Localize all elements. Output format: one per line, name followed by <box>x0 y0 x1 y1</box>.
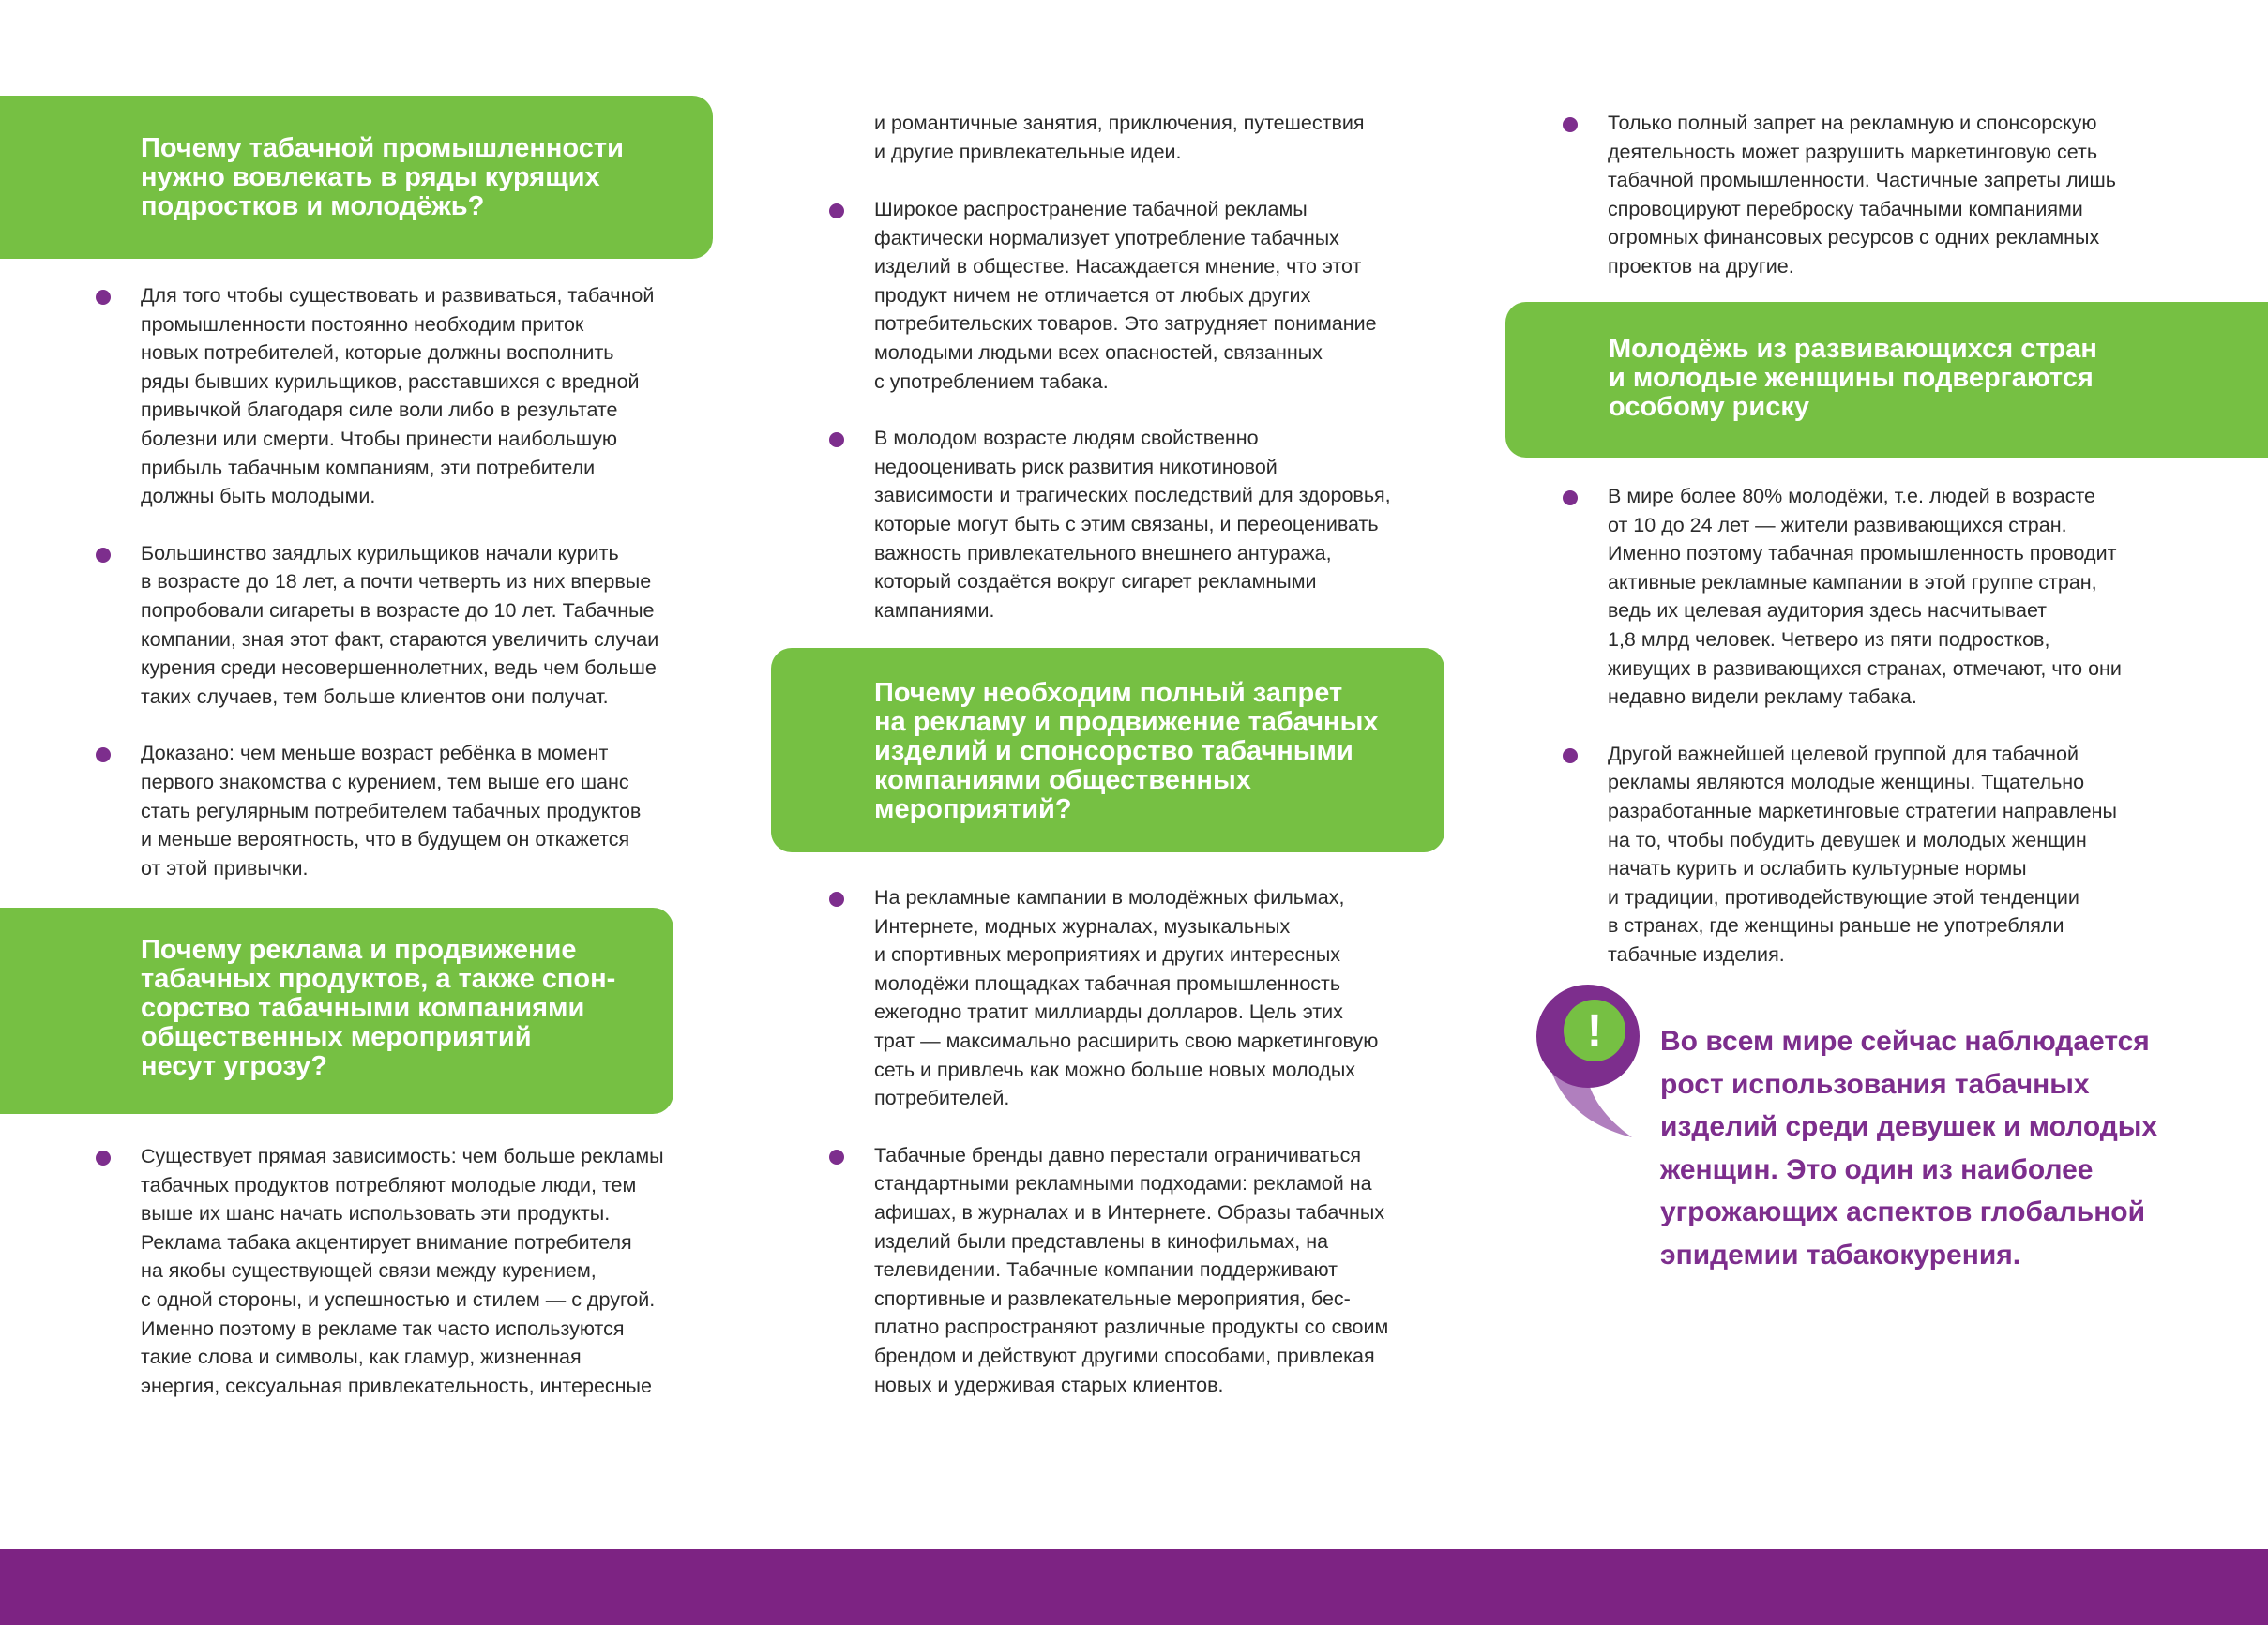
text-line: Для того чтобы существовать и развиваться, табачной <box>141 284 655 307</box>
text-line: продукт ничем не отличается от любых других <box>874 283 1311 307</box>
quote-line: рост использования табачных <box>1660 1068 2090 1100</box>
text-line: табачных продуктов потребляют молодые люди, тем <box>141 1173 637 1196</box>
text-line: новых и удерживая старых клиентов. <box>874 1373 1224 1396</box>
list-item <box>1608 740 2122 970</box>
bullet-dot <box>96 747 111 762</box>
text-line: и традиции, противодействующие этой тенденции <box>1608 885 2079 909</box>
list-item <box>141 739 658 882</box>
text-line: такие слова и символы, как гламур, жизненная <box>141 1346 582 1369</box>
quote-line: женщин. Это один из наиболее <box>1660 1153 2094 1185</box>
list-item <box>141 281 658 511</box>
exclamation-glyph: ! <box>1587 1006 1602 1056</box>
text-line: деятельность может разрушить маркетинговую сеть <box>1608 140 2098 163</box>
heading-line: особому риску <box>1609 392 1809 422</box>
text-line: Доказано: чем меньше возраст ребёнка в момент <box>141 742 609 765</box>
text-line: Существует прямая зависимость: чем больше рекламы <box>141 1145 664 1167</box>
heading-box-why-ads <box>0 908 673 1114</box>
quote-line: изделий среди девушек и молодых <box>1660 1111 2158 1142</box>
bullet-dot <box>829 1150 844 1165</box>
text-line: спровоцируют переброску табачными компаниями <box>1608 197 2083 220</box>
text-line: на то, чтобы побудить девушек и молодых женщин <box>1608 828 2087 851</box>
list-item <box>141 539 658 712</box>
text-line: табачной промышленности. Частичные запреты лишь <box>1608 169 2116 192</box>
pull-quote <box>1660 1020 2223 1276</box>
text-line: ежегодно тратит миллиарды долларов. Цель этих <box>874 1001 1343 1024</box>
text-line: молодыми людьми всех опасностей, связанных <box>874 340 1323 364</box>
text-line: молодёжи площадках табачная промышленность <box>874 971 1341 995</box>
text-line: начать курить и ослабить культурные нормы <box>1608 857 2027 880</box>
bullet-dot <box>96 290 111 305</box>
list-item <box>874 1141 1388 1399</box>
heading-line: Почему табачной промышленности <box>141 133 624 163</box>
text-line: брендом и действуют другими способами, привлекая <box>874 1344 1375 1367</box>
text-line: которые могут быть с этим связаны, и переоценивать <box>874 512 1379 535</box>
text-line: и меньше вероятность, что в будущем он откажется <box>141 828 630 851</box>
text-line: на якобы существующей связи между курением, <box>141 1259 597 1283</box>
text-line: рекламы являются молодые женщины. Тщательно <box>1608 771 2085 794</box>
bullet-dot <box>1563 748 1578 763</box>
text-line: Только полный запрет на рекламную и спонсорскую <box>1608 112 2097 134</box>
bullet-list-risk-groups <box>1608 482 2122 970</box>
heading-line: компаниями общественных <box>874 765 1251 795</box>
text-line: афишах, в журналах и в Интернете. Образы табачных <box>874 1200 1385 1224</box>
text-line: потребителей. <box>874 1087 1010 1110</box>
text-line: и другие привлекательные идеи. <box>874 140 1182 163</box>
quote-line: Во всем мире сейчас наблюдается <box>1660 1026 2150 1057</box>
text-line: В молодом возрасте людям свойственно <box>874 427 1259 450</box>
text-line: Большинство заядлых курильщиков начали курить <box>141 541 619 564</box>
heading-box-full-ban <box>771 648 1444 852</box>
list-item <box>874 883 1388 1113</box>
continued-paragraph <box>874 109 1365 166</box>
text-line: в возрасте до 18 лет, а почти четверть из них впервые <box>141 570 652 594</box>
text-line: трат — максимально расширить свою маркетинговую <box>874 1029 1379 1052</box>
heading-line: сорство табачными компаниями <box>141 993 585 1023</box>
text-line: Именно поэтому в рекламе так часто используются <box>141 1317 625 1340</box>
text-line: кампаниями. <box>874 598 995 622</box>
text-line: огромных финансовых ресурсов с одних рекламных <box>1608 226 2100 249</box>
text-line: телевидении. Табачные компании поддерживают <box>874 1258 1338 1282</box>
text-line: выше их шанс начать использовать эти продукты. <box>141 1202 611 1226</box>
list-item <box>1608 109 2116 281</box>
heading-line: табачных продуктов, а также спон- <box>141 964 616 994</box>
text-line: табачные изделия. <box>1608 942 1785 966</box>
text-line: Табачные бренды давно перестали ограничиваться <box>874 1143 1361 1166</box>
text-line: изделий в обществе. Насаждается мнение, что этот <box>874 255 1362 278</box>
bullet-list-ads <box>141 1142 664 1400</box>
text-line: и спортивных мероприятиях и других интересных <box>874 943 1341 967</box>
list-item <box>874 424 1391 624</box>
exclamation-callout-icon <box>1529 980 1641 1139</box>
bullet-dot <box>829 203 844 218</box>
text-line: от 10 до 24 лет — жители развивающихся стран. <box>1608 513 2067 536</box>
bullet-dot <box>96 548 111 563</box>
text-line: с употреблением табака. <box>874 369 1109 393</box>
text-line: важность привлекательного внешнего антуража, <box>874 541 1332 564</box>
text-line: сеть и привлечь как можно больше новых молодых <box>874 1058 1356 1081</box>
text-line: и романтичные занятия, приключения, путешествия <box>874 112 1365 134</box>
bullet-list-campaigns <box>874 883 1388 1399</box>
heading-line: общественных мероприятий <box>141 1022 532 1052</box>
heading-line: мероприятий? <box>874 794 1072 824</box>
bullet-dot <box>829 432 844 447</box>
text-line: стать регулярным потребителем табачных продуктов <box>141 799 642 822</box>
text-line: Именно поэтому табачная промышленность проводит <box>1608 542 2117 565</box>
heading-line: изделий и спонсорство табачными <box>874 736 1353 766</box>
text-line: стандартными рекламными подходами: рекламой на <box>874 1172 1372 1196</box>
heading-line: Почему необходим полный запрет <box>874 678 1343 708</box>
text-line: платно распространяют различные продукты со своим <box>874 1316 1389 1339</box>
text-line: таких случаев, тем больше клиентов они получат. <box>141 685 609 708</box>
text-line: компании, зная этот факт, стараются увеличить случаи <box>141 627 659 651</box>
bullet-list-youth <box>141 281 658 882</box>
text-line: живущих в развивающихся странах, отмечают, что они <box>1608 656 2122 680</box>
text-line: фактически нормализует употребление табачных <box>874 226 1339 249</box>
text-line: В мире более 80% молодёжи, т.е. людей в возрасте <box>1608 485 2096 507</box>
list-item <box>874 109 1365 166</box>
bullet-dot <box>829 892 844 907</box>
text-line: зависимости и трагических последствий для здоровья, <box>874 484 1391 507</box>
text-line: должны быть молодыми. <box>141 485 376 508</box>
heading-line: Почему реклама и продвижение <box>141 935 577 965</box>
bullet-list-normalization <box>874 195 1391 624</box>
heading-line: на рекламу и продвижение табачных <box>874 707 1379 737</box>
text-line: с одной стороны, и успешностью и стилем — с другой. <box>141 1287 656 1311</box>
heading-box-why-youth <box>0 96 713 259</box>
heading-line: несут угрозу? <box>141 1051 327 1081</box>
heading-line: подростков и молодёжь? <box>141 191 485 221</box>
text-line: Интернете, модных журналах, музыкальных <box>874 914 1291 938</box>
text-line: прибыль табачным компаниям, эти потребители <box>141 456 596 479</box>
text-line: недооценивать риск развития никотиновой <box>874 455 1278 478</box>
text-line: попробовали сигареты в возрасте до 10 лет. Табачные <box>141 598 655 622</box>
heading-line: Молодёжь из развивающихся стран <box>1609 334 2097 364</box>
text-line: 1,8 млрд человек. Четверо из пяти подростков, <box>1608 627 2050 651</box>
text-line: Широкое распространение табачной рекламы <box>874 198 1308 220</box>
heading-box-risk-groups <box>1505 302 2268 458</box>
text-line: активные рекламные кампании в этой группе стран, <box>1608 570 2097 594</box>
text-line: от этой привычки. <box>141 856 309 880</box>
heading-line: нужно вовлекать в ряды курящих <box>141 162 600 192</box>
text-line: болезни или смерти. Чтобы принести наибольшую <box>141 427 618 450</box>
text-line: ряды бывших курильщиков, расставшихся с вредной <box>141 369 640 393</box>
text-line: спортивные и развлекательные мероприятия, бес- <box>874 1286 1351 1310</box>
bullet-dot <box>96 1151 111 1166</box>
text-line: курения среди несовершеннолетних, ведь чем больше <box>141 656 657 680</box>
list-item <box>141 1142 664 1400</box>
text-line: новых потребителей, которые должны восполнить <box>141 341 614 365</box>
bullet-dot <box>1563 117 1578 132</box>
text-line: который создаётся вокруг сигарет рекламными <box>874 570 1317 594</box>
text-line: разработанные маркетинговые стратегии направлены <box>1608 799 2117 822</box>
heading-line: и молодые женщины подвергаются <box>1609 363 2094 393</box>
text-line: энергия, сексуальная привлекательность, интересные <box>141 1374 652 1397</box>
footer-band <box>0 1549 2268 1625</box>
text-line: потребительских товаров. Это затрудняет понимание <box>874 312 1377 336</box>
text-line: изделий были представлены в кинофильмах, на <box>874 1229 1329 1253</box>
text-line: первого знакомства с курением, тем выше его шанс <box>141 770 629 793</box>
quote-line: эпидемии табакокурения. <box>1660 1239 2021 1271</box>
bullet-dot <box>1563 490 1578 505</box>
bullet-list-full-ban <box>1608 109 2116 281</box>
text-line: Другой важнейшей целевой группой для табачной <box>1608 742 2079 765</box>
text-line: ведь их целевая аудитория здесь насчитывает <box>1608 599 2048 623</box>
text-line: проектов на другие. <box>1608 254 1794 278</box>
quote-line: угрожающих аспектов глобальной <box>1660 1196 2146 1227</box>
text-line: Реклама табака акцентирует внимание потребителя <box>141 1230 632 1254</box>
list-item <box>1608 482 2122 712</box>
text-line: На рекламные кампании в молодёжных фильмах, <box>874 886 1345 909</box>
text-line: в странах, где женщины раньше не употребляли <box>1608 914 2064 938</box>
list-item <box>874 195 1391 396</box>
text-line: промышленности постоянно необходим приток <box>141 312 584 336</box>
text-line: недавно видели рекламу табака. <box>1608 685 1917 709</box>
text-line: привычкой благодаря силе воли либо в результате <box>141 399 618 422</box>
